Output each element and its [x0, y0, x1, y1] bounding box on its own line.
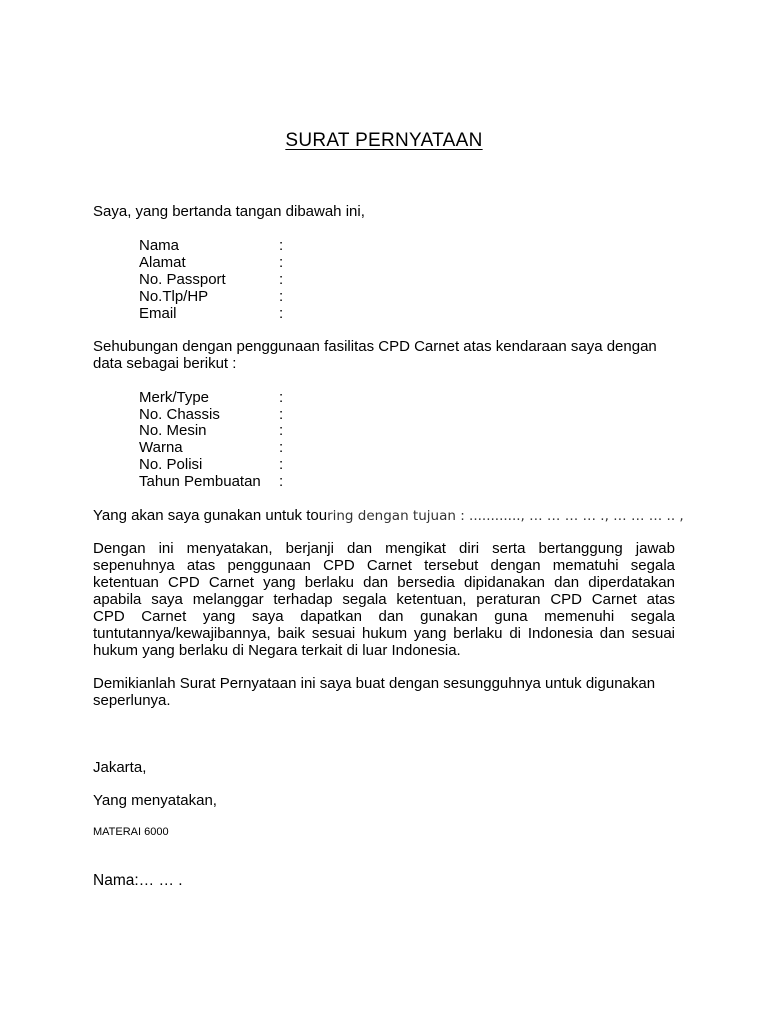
vehicle-intro-line-1: Sehubungan dengan penggunaan fasilitas CPD Carnet atas kendaraan saya dengan: [93, 338, 657, 355]
field-colon: :: [279, 389, 284, 406]
field-label: No. Chassis: [139, 406, 220, 423]
field-colon: :: [279, 473, 284, 490]
field-label: No.Tlp/HP: [139, 288, 209, 305]
field-colon: :: [279, 439, 284, 456]
field-colon: :: [279, 288, 284, 305]
purpose-line: [93, 507, 684, 525]
purpose-end: ring dengan tujuan : ............, … … … … ., … … … .. ,: [327, 508, 684, 524]
signatory-text: Yang menyatakan,: [93, 792, 217, 809]
intro-text: Saya, yang bertanda tangan dibawah ini,: [93, 203, 365, 220]
field-colon: :: [279, 422, 284, 439]
closing-line-1: Demikianlah Surat Pernyataan ini saya buat dengan sesungguhnya untuk digunakan: [93, 675, 656, 692]
field-colon: :: [279, 406, 284, 423]
statement-line: hukum yang berlaku di Negara terkait di luar Indonesia.: [93, 642, 461, 659]
field-label: Email: [139, 305, 177, 322]
field-colon: :: [279, 237, 284, 254]
field-label: Merk/Type: [139, 389, 210, 406]
statement-line: sepenuhnya atas penggunaan CPD Carnet tersebut dengan mematuhi segala: [93, 557, 675, 574]
field-colon: :: [279, 271, 284, 288]
name-line: Nama:… … .: [93, 872, 183, 889]
closing-line-2: seperlunya.: [93, 692, 171, 709]
purpose-start: Yang akan saya gunakan untuk tou: [93, 507, 328, 524]
field-colon: :: [279, 456, 284, 473]
document-title-text: SURAT PERNYATAAN: [285, 130, 483, 151]
field-label: No. Passport: [139, 271, 226, 288]
field-label: No. Polisi: [139, 456, 203, 473]
field-label: Alamat: [139, 254, 186, 271]
field-colon: :: [279, 254, 284, 271]
statement-line: tuntutannya/kewajibannya, baik sesuai hukum yang berlaku di Indonesia dan sesuai: [93, 625, 675, 642]
statement-line: CPD Carnet yang saya dapatkan dan gunakan guna memenuhi segala: [93, 608, 675, 625]
field-label: Nama: [139, 237, 180, 254]
field-label: Warna: [139, 439, 183, 456]
document-title: [0, 130, 768, 152]
statement-line: apabila saya melanggar terhadap segala ketentuan, peraturan CPD Carnet atas: [93, 591, 675, 608]
statement-line: ketentuan CPD Carnet yang berlaku dan bersedia dipidanakan dan diperdatakan: [93, 574, 675, 591]
statement-line: Dengan ini menyatakan, berjanji dan mengikat diri serta bertanggung jawab: [93, 540, 675, 557]
field-label: No. Mesin: [139, 422, 207, 439]
statement-paragraph: [93, 540, 675, 659]
field-label: Tahun Pembuatan: [139, 473, 261, 490]
city-text: Jakarta,: [93, 759, 147, 776]
vehicle-intro-line-2: data sebagai berikut :: [93, 355, 237, 372]
field-colon: :: [279, 305, 284, 322]
stamp-note: MATERAI 6000: [93, 826, 169, 838]
